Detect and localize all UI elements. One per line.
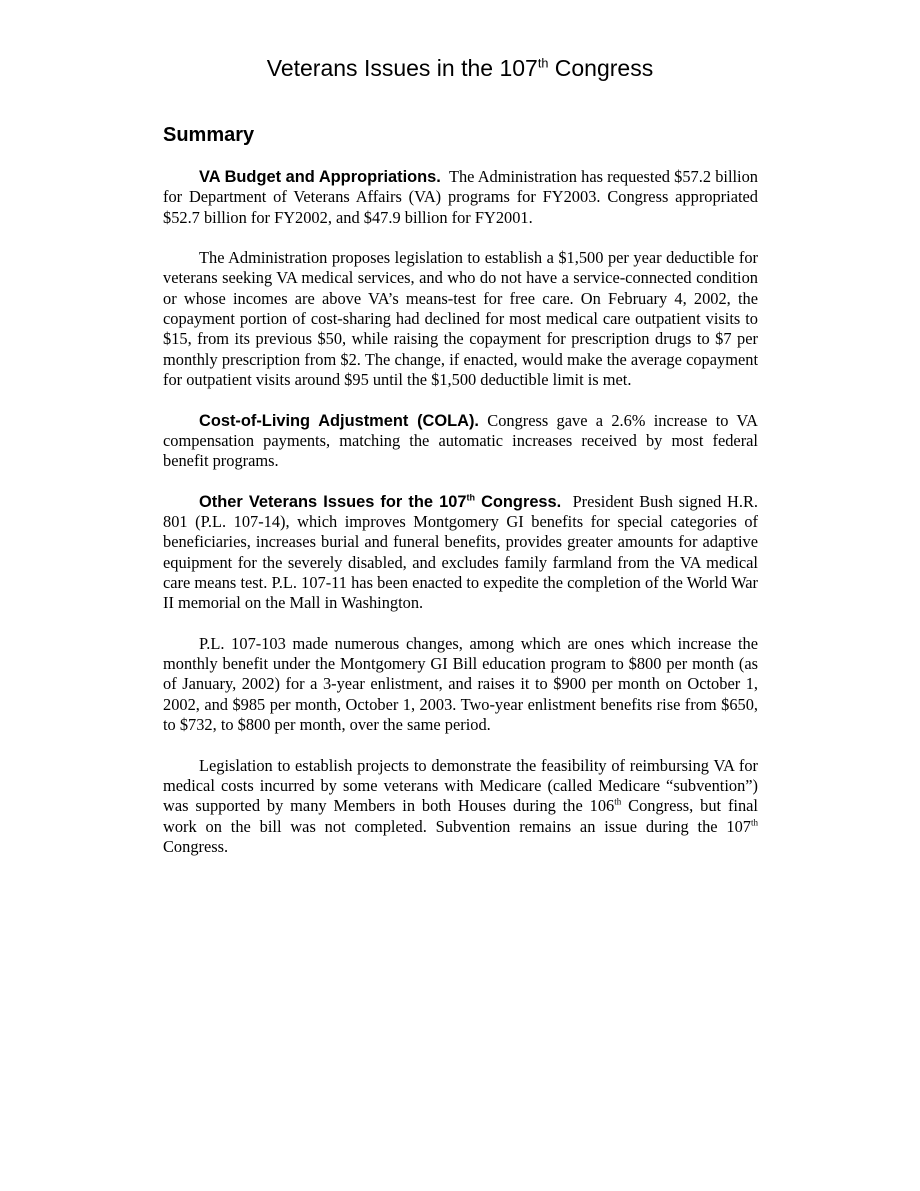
summary-body [163,167,758,877]
paragraph-other-issues [163,492,758,614]
document-title-text: Veterans Issues in the 107 [266,55,538,81]
paragraph-text: P.L. 107-103 made numerous changes, among which are ones which increase the monthly benefit under the Montgomery GI Bill education program to $800 per month (as of January, 2002) for a 3-year enlistment, and raises it to $900 per month on October 1, 2002, and $985 per month, October 1, 2003. Two-year enlistment benefits rise from $650, to $732, to $800 per month, over the same period. [163,633,758,735]
paragraph-text: Congress, but final work on the bill was not completed. Subvention remains an issue during the 107 [163,796,758,836]
run-in-heading-va-budget: VA Budget and Appropriations. [199,168,441,186]
ordinal-suffix: th [750,817,758,828]
section-heading-summary: Summary [163,124,255,146]
paragraph-gi-bill [163,634,758,735]
run-in-heading-text: Other Veterans Issues for the 107 [199,492,467,511]
paragraph-subvention [163,756,758,857]
paragraph-text: Congress gave a 2.6% increase to VA compensation payments, matching the automatic increases received by most federal benefit programs. [163,410,758,471]
run-in-heading-cola: Cost-of-Living Adjustment (COLA). [199,411,479,430]
run-in-heading-suffix: Congress. [474,492,562,511]
document-title [0,53,920,83]
document-title-suffix: Congress [548,55,654,81]
paragraph-text: The Administration proposes legislation to establish a $1,500 per year deductible for veterans seeking VA medical services, and who do not have a service-connected condition or whose incomes are above VA’s means-test for free care. On February 4, 2002, the copayment portion of cost-sharing had declined for most medical care outpatient visits to $15, from its previous $50, while raising the copayment for prescription drugs to $7 per monthly prescription from $2. The change, if enacted, would make the average copayment for outpatient visits around $95 until the $1,500 deductible limit is met. [163,248,758,389]
paragraph-va-budget [163,167,758,228]
run-in-heading-ordinal: th [466,492,475,503]
paragraph-deductible [163,248,758,390]
document-title-ordinal: th [537,56,549,71]
run-in-heading-other-issues [199,493,561,511]
ordinal-suffix: th [614,796,622,807]
paragraph-text: President Bush signed H.R. 801 (P.L. 107-14), which improves Montgomery GI benefits for special categories of beneficiaries, increases burial and funeral benefits, provides greater amounts for adaptive equipment for the severely disabled, and excludes family farmland from the VA medical care means test. P.L. 107-11 has been enacted to expedite the completion of the World War II memorial on the Mall in Washington. [163,491,758,613]
paragraph-cola [163,411,758,472]
paragraph-text: Legislation to establish projects to demonstrate the feasibility of reimbursing VA for medical costs incurred by some veterans with Medicare (called Medicare “subvention”) was supported by many Members in both Houses during the 106 [163,755,758,816]
paragraph-text: Congress. [163,836,229,856]
paragraph-text: The Administration has requested $57.2 billion for Department of Veterans Affairs (VA) programs for FY2003. Congress appropriated $52.7 billion for FY2002, and $47.9 billion for FY2001. [163,167,758,227]
